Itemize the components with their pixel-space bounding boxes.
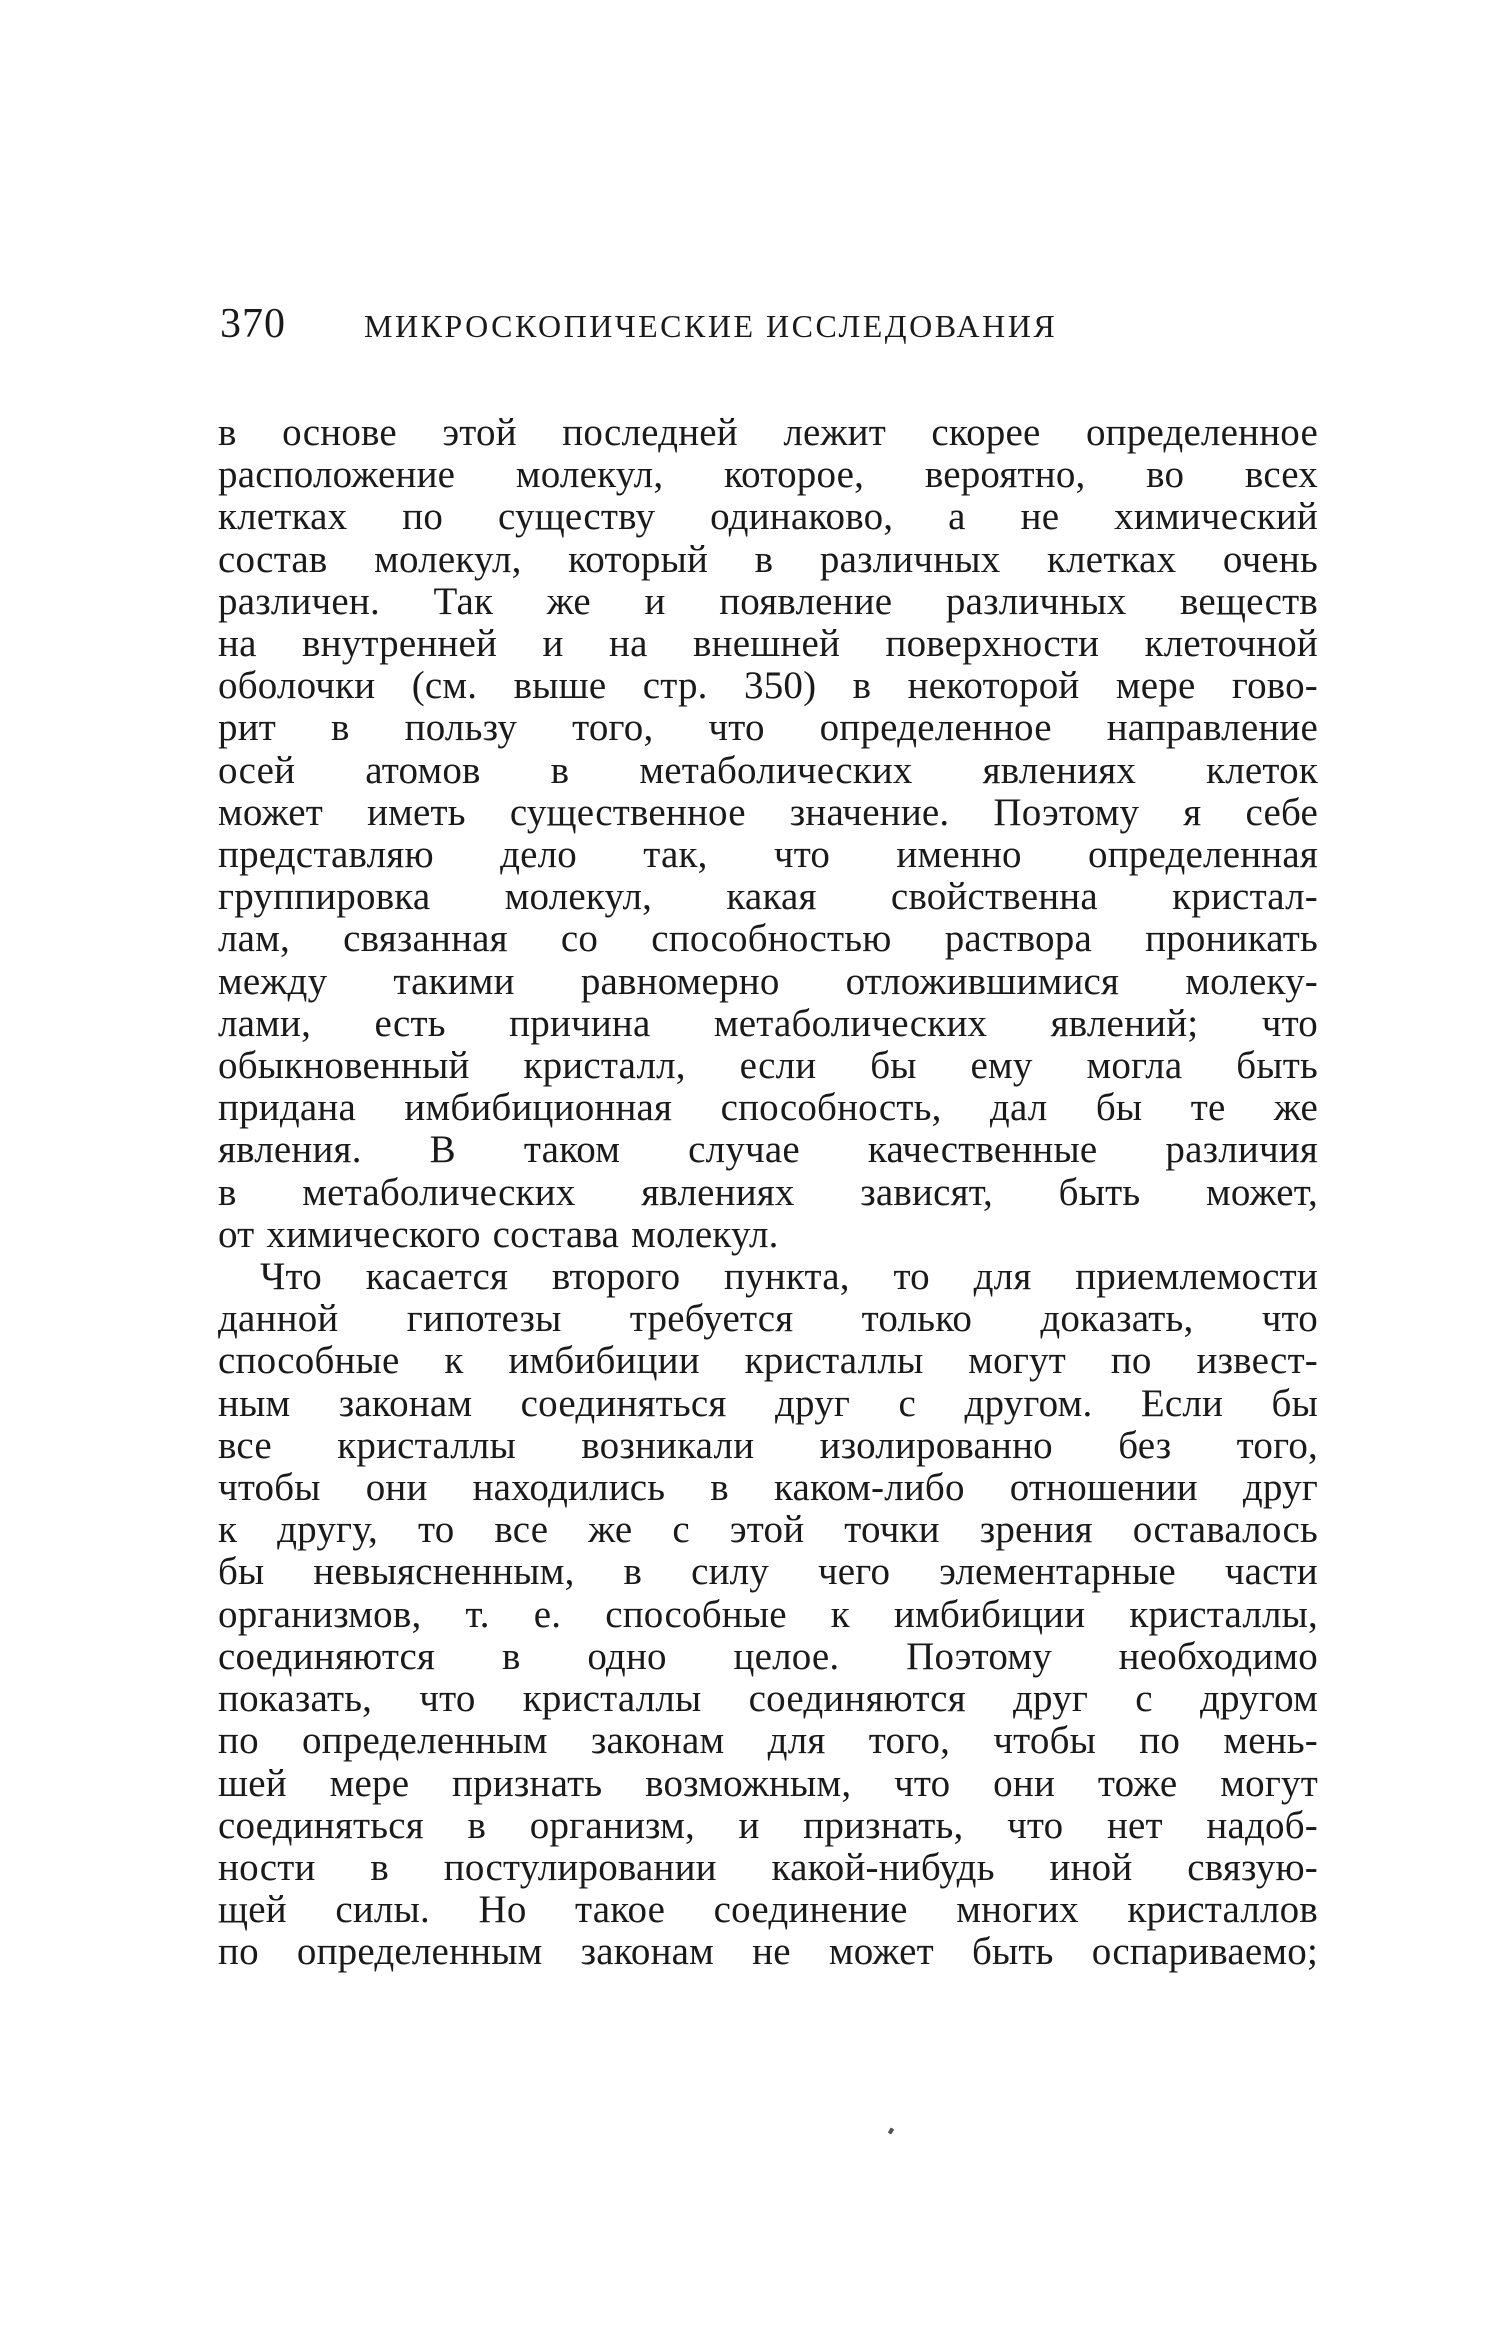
text-line: шей мере признать возможным, что они тоже могут [218,1761,1318,1805]
paragraph-1 [218,412,1318,1256]
body-text [218,412,1318,1974]
text-line: по определенным законам не может быть оспариваемо; [218,1930,1318,1974]
text-line: данной гипотезы требуется только доказать, что [218,1297,1318,1341]
text-line: Что касается второго пункта, то для приемлемости [260,1255,1318,1299]
paragraph-2 [218,1256,1318,1973]
text-line: представляю дело так, что именно определенная [218,833,1318,877]
text-line: на внутренней и на внешней поверхности клеточной [218,622,1318,666]
print-speck [888,2127,894,2134]
text-line: показать, что кристаллы соединяются друг с другом [218,1677,1318,1721]
text-line: состав молекул, который в различных клетках очень [218,537,1318,581]
text-line: лами, есть причина метаболических явлений; что [218,1001,1318,1045]
page-number: 370 [220,301,286,347]
text-line: придана имбибиционная способность, дал бы те же [218,1086,1318,1130]
text-line: между такими равномерно отложившимися молеку- [218,959,1318,1003]
text-line: явления. В таком случае качественные различия [218,1128,1318,1172]
text-line: различен. Так же и появление различных веществ [218,579,1318,623]
text-line: к другу, то все же с этой точки зрения оставалось [218,1508,1318,1552]
running-title: МИКРОСКОПИЧЕСКИЕ ИССЛЕДОВАНИЯ [364,308,1058,344]
text-line: бы невыясненным, в силу чего элементарные части [218,1550,1318,1594]
text-line: расположение молекул, которое, вероятно, во всех [218,453,1318,497]
text-line: ности в постулировании какой-нибудь иной связую- [218,1845,1318,1889]
text-line: соединяться в организм, и признать, что нет надоб- [218,1803,1318,1847]
text-line: лам, связанная со способностью раствора проникать [218,917,1318,961]
text-line: осей атомов в метаболических явлениях клеток [218,748,1318,792]
text-line: может иметь существенное значение. Поэтому я себе [218,790,1318,834]
text-line: оболочки (см. выше стр. 350) в некоторой мере гово- [218,664,1318,708]
text-line: соединяются в одно целое. Поэтому необходимо [218,1634,1318,1678]
text-line: клетках по существу одинаково, а не химический [218,495,1318,539]
text-line: рит в пользу того, что определенное направление [218,706,1318,750]
text-line: по определенным законам для того, чтобы по мень- [218,1719,1318,1763]
text-line: ным законам соединяться друг с другом. Если бы [218,1381,1318,1425]
text-line: все кристаллы возникали изолированно без того, [218,1423,1318,1467]
text-line: щей силы. Но такое соединение многих кристаллов [218,1888,1318,1932]
text-line: в метаболических явлениях зависят, быть может, [218,1170,1318,1214]
text-line: способные к имбибиции кристаллы могут по извест- [218,1339,1318,1383]
text-line: от химического состава молекул. [218,1212,779,1256]
text-line: организмов, т. е. способные к имбибиции кристаллы, [218,1592,1318,1636]
text-line: чтобы они находились в каком-либо отношении друг [218,1466,1318,1510]
running-header [220,300,1310,360]
text-line: группировка молекул, какая свойственна кристал- [218,875,1318,919]
text-line: в основе этой последней лежит скорее определенное [218,411,1318,454]
text-line: обыкновенный кристалл, если бы ему могла быть [218,1044,1318,1088]
